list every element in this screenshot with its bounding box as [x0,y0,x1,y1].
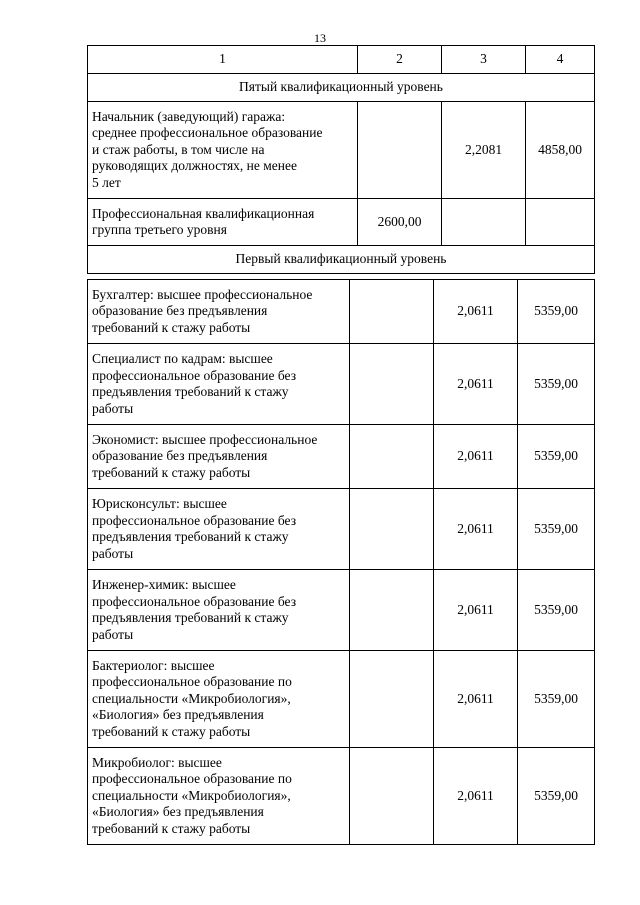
position-name [88,748,350,845]
section-row [88,246,595,274]
cell-col-2 [350,344,434,425]
cell-col-2 [350,651,434,748]
position-name-text: Инженер-химик: высшее профессиональное образование без предъявления требований к стажу работы [92,577,297,642]
cell-salary: 5359,00 [518,748,595,845]
cell-coefficient: 2,0611 [434,748,518,845]
position-name [88,425,350,489]
cell-salary: 5359,00 [518,280,595,344]
position-name-text: Профессиональная квалификационная группа третьего уровня [92,205,315,237]
cell-col-2 [358,102,442,199]
cell-coefficient: 2,0611 [434,651,518,748]
salary-table-bottom [87,279,595,845]
salary-table-top [87,45,595,274]
position-name [88,570,350,651]
position-name-text: Бактериолог: высшее профессиональное образование по специальности «Микробиология», «Биология» без предъявления требований к стажу работы [92,657,292,739]
position-name-text: Микробиолог: высшее профессиональное образование по специальности «Микробиология», «Биология» без предъявления требований к стажу работы [92,754,292,836]
position-name-text: Бухгалтер: высшее профессиональное образование без предъявления требований к стажу работы [92,286,313,335]
cell-salary: 5359,00 [518,489,595,570]
position-name-text: Начальник (заведующий) гаража: среднее профессиональное образование и стаж работы, в том числе на руководящих должностях, не менее 5 лет [92,108,323,190]
header-col-1: 1 [88,46,358,74]
table-row [88,748,595,845]
cell-col-2 [350,489,434,570]
position-name-text: Специалист по кадрам: высшее профессиональное образование без предъявления требований к стажу работы [92,351,297,416]
cell-salary: 5359,00 [518,570,595,651]
cell-coefficient [442,199,526,246]
header-col-2: 2 [358,46,442,74]
cell-col-2 [350,570,434,651]
cell-coefficient: 2,2081 [442,102,526,199]
position-name [88,489,350,570]
cell-col-2 [350,748,434,845]
header-col-4: 4 [526,46,595,74]
cell-coefficient: 2,0611 [434,489,518,570]
position-name [88,344,350,425]
cell-col-2 [350,280,434,344]
cell-coefficient: 2,0611 [434,425,518,489]
table-row [88,199,595,246]
cell-base-salary: 2600,00 [358,199,442,246]
cell-salary [526,199,595,246]
table-row [88,344,595,425]
table-row [88,489,595,570]
section-title: Первый квалификационный уровень [88,246,595,274]
cell-salary: 5359,00 [518,344,595,425]
cell-salary: 5359,00 [518,651,595,748]
page-number: 13 [314,31,326,45]
cell-col-2 [350,425,434,489]
position-name-text: Экономист: высшее профессиональное образование без предъявления требований к стажу работы [92,431,318,480]
table-row [88,280,595,344]
position-name-text: Юрисконсульт: высшее профессиональное образование без предъявления требований к стажу работы [92,496,297,561]
cell-coefficient: 2,0611 [434,344,518,425]
position-name [88,280,350,344]
section-title: Пятый квалификационный уровень [88,74,595,102]
cell-coefficient: 2,0611 [434,570,518,651]
cell-coefficient: 2,0611 [434,280,518,344]
cell-salary: 5359,00 [518,425,595,489]
header-col-3: 3 [442,46,526,74]
position-name [88,102,358,199]
table-row [88,102,595,199]
position-name [88,199,358,246]
table-row [88,570,595,651]
cell-salary: 4858,00 [526,102,595,199]
table-row [88,425,595,489]
section-row [88,74,595,102]
table-row [88,651,595,748]
position-name [88,651,350,748]
table-header-row [88,46,595,74]
